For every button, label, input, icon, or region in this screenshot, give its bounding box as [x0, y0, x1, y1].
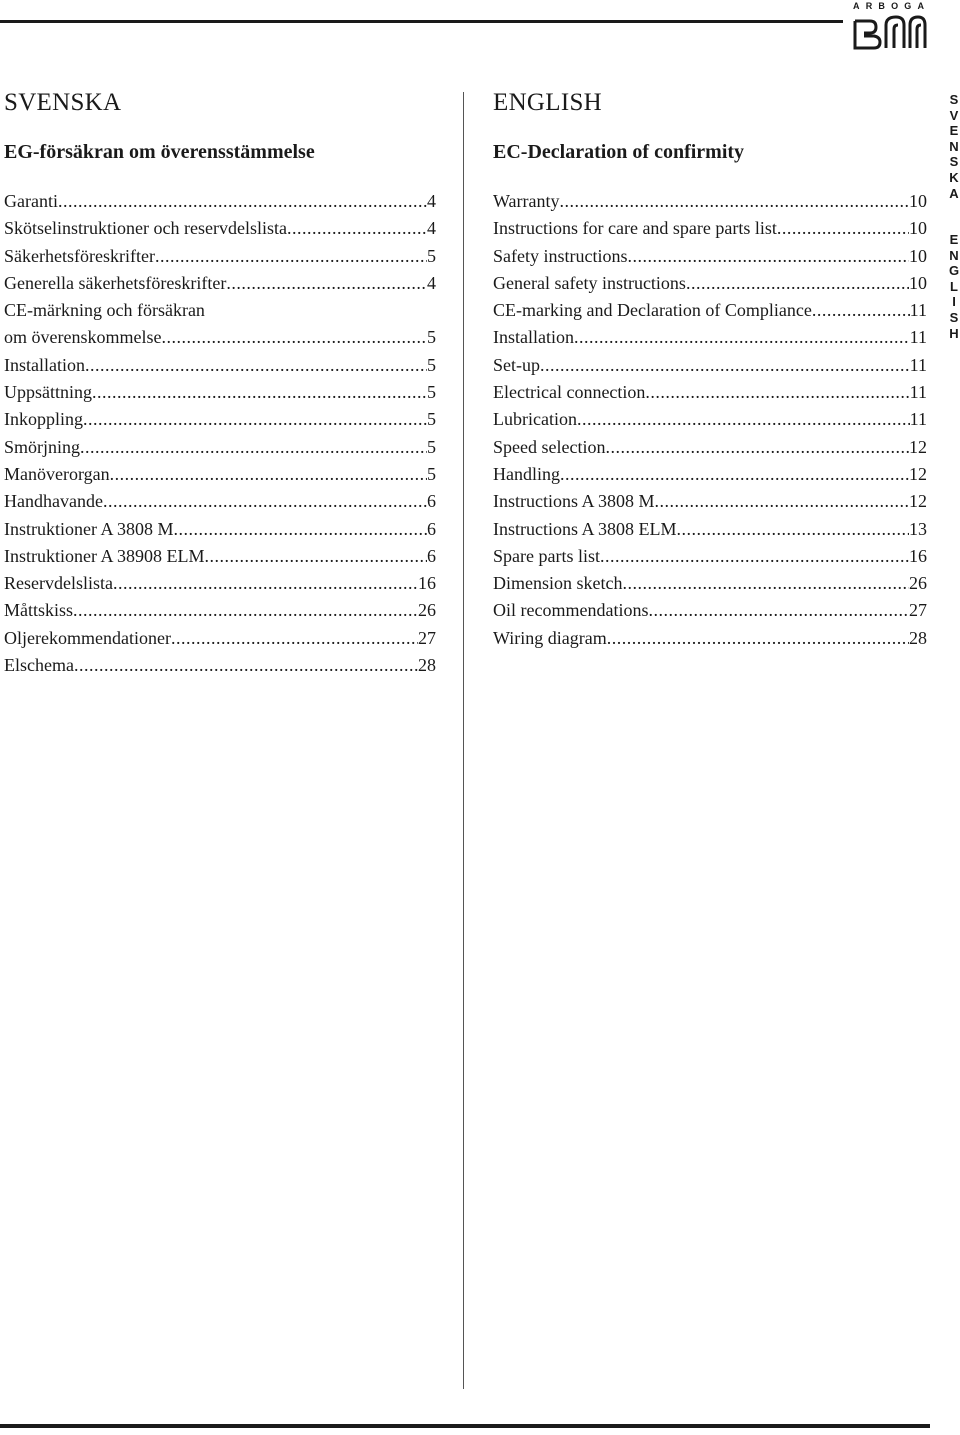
toc-entry-title: Måttskiss [4, 600, 74, 621]
toc-leader-dots [627, 243, 909, 270]
toc-entry-page: 11 [909, 409, 927, 430]
toc-leader-dots [540, 352, 910, 379]
toc-leader-dots [205, 543, 428, 570]
toc-entry-page: 5 [427, 436, 436, 457]
toc-entry [493, 543, 927, 570]
toc-entry [4, 406, 436, 433]
toc-entry-title: Set-up [493, 354, 540, 375]
toc-entry-page: 12 [909, 491, 927, 512]
toc-entry-title: Dimension sketch [493, 573, 623, 594]
toc-entry-page: 28 [418, 655, 436, 676]
language-title-english: ENGLISH [493, 89, 603, 116]
toc-entry-page: 5 [427, 354, 436, 375]
toc-entry-page: 11 [909, 382, 927, 403]
toc-leader-dots [226, 270, 427, 297]
toc-entry-page: 13 [909, 518, 927, 539]
toc-entry [493, 488, 927, 515]
toc-entry [4, 516, 436, 543]
toc-entry [4, 543, 436, 570]
toc-entry-page: 27 [418, 627, 436, 648]
toc-entry-page: 10 [909, 191, 927, 211]
toc-leader-dots [161, 324, 427, 351]
toc-entry-title: Elschema [4, 655, 74, 676]
toc-entry [493, 461, 927, 488]
toc-entry [4, 461, 436, 488]
toc-entry-title: Inkoppling [4, 409, 83, 430]
toc-entry-page: 26 [418, 600, 436, 621]
toc-entry [4, 188, 436, 215]
toc-entry-title: Instruktioner A 3808 M [4, 518, 174, 539]
toc-leader-dots [155, 243, 427, 270]
toc-leader-dots [605, 434, 909, 461]
toc-entry-title: Skötselinstruktioner och reservdelslista [4, 218, 287, 239]
side-tab-svenska [944, 92, 960, 201]
side-tab-letter: S [949, 92, 959, 107]
toc-leader-dots [812, 297, 910, 324]
toc-entry-page: 11 [909, 354, 927, 375]
toc-leader-dots [92, 379, 427, 406]
toc-entry-page: 26 [909, 573, 927, 594]
toc-entry [4, 270, 436, 297]
toc-entry-title: CE-märkning och försäkran [4, 300, 205, 321]
toc-entry-title: Installation [493, 327, 574, 348]
toc-entry [493, 324, 927, 351]
side-tab-letter: K [949, 169, 959, 185]
toc-entry-title: Uppsättning [4, 382, 92, 403]
toc-entry-title: Garanti [4, 191, 58, 211]
toc-leader-dots [174, 516, 428, 543]
side-tab-letter: N [949, 247, 959, 263]
toc-entry-title: Manöverorgan [4, 463, 110, 484]
toc-entry-title: Spare parts list [493, 545, 600, 566]
side-tab-letter: E [949, 232, 959, 247]
toc-leader-dots [560, 461, 909, 488]
toc-entry [493, 434, 927, 461]
toc-leader-dots [110, 461, 427, 488]
toc-entry-page: 5 [427, 409, 436, 430]
logo-wordmark: ARBOGA [853, 1, 931, 11]
toc-entry-page: 5 [427, 382, 436, 403]
toc-entry-page: 16 [418, 573, 436, 594]
toc-entry-page: 5 [427, 245, 436, 266]
toc-entry-title: om överenskommelse [4, 327, 162, 348]
toc-entry-title: Electrical connection [493, 382, 646, 403]
toc-leader-dots [171, 625, 418, 652]
toc-leader-dots [73, 597, 418, 624]
toc-entry-title: Instructions A 3808 M [493, 491, 655, 512]
toc-entry-title: Oil recommendations [493, 600, 649, 621]
section-title-english: EC-Declaration of confirmity [493, 141, 745, 163]
toc-entry-page: 4 [427, 272, 436, 293]
toc-entry-title: CE-marking and Declaration of Compliance [493, 300, 812, 321]
toc-entry-title: Warranty [493, 191, 560, 211]
toc-entry-page: 11 [909, 300, 927, 321]
svenska-column [4, 88, 436, 679]
toc-leader-dots [85, 352, 427, 379]
side-tab-letter: G [948, 263, 960, 279]
toc-entry-page: 6 [427, 545, 436, 566]
bottom-rule [0, 1424, 930, 1428]
side-tab-letter: H [949, 325, 959, 341]
arboga-logo-icon [852, 13, 928, 51]
english-column [493, 88, 927, 652]
toc-entry-title: Handling [493, 463, 560, 484]
toc-entry-page: 16 [909, 545, 927, 566]
toc-leader-dots [74, 652, 418, 679]
toc-svenska [4, 188, 436, 679]
top-rule [0, 20, 843, 23]
toc-entry-page: 4 [427, 218, 436, 239]
toc-entry-title: Reservdelslista [4, 573, 113, 594]
toc-leader-dots [607, 625, 909, 652]
toc-entry [493, 243, 927, 270]
toc-entry-title: Instruktioner A 38908 ELM [4, 545, 205, 566]
side-tab-letter: A [949, 185, 959, 201]
toc-entry [4, 215, 436, 242]
toc-leader-dots [58, 188, 427, 215]
toc-entry-title: Oljerekommendationer [4, 627, 171, 648]
toc-leader-dots [83, 406, 427, 433]
toc-entry [493, 188, 927, 215]
toc-entry-page: 11 [909, 327, 927, 348]
toc-entry [4, 597, 436, 624]
toc-leader-dots [103, 488, 427, 515]
side-tab-letter: L [950, 278, 958, 294]
toc-entry-page: 10 [909, 218, 927, 239]
section-title-svenska: EG-försäkran om överensstämmelse [4, 141, 315, 163]
toc-entry [493, 297, 927, 324]
side-tab-letter: I [952, 294, 956, 310]
toc-entry-title: Generella säkerhetsföreskrifter [4, 272, 227, 293]
toc-entry-page: 6 [427, 518, 436, 539]
toc-leader-dots [574, 324, 910, 351]
toc-leader-dots [648, 597, 909, 624]
toc-leader-dots [113, 570, 418, 597]
toc-entry-page: 12 [909, 436, 927, 457]
side-tab-letter: S [949, 154, 959, 170]
toc-entry-title: Wiring diagram [493, 627, 607, 648]
toc-entry [493, 625, 927, 652]
toc-leader-dots [80, 434, 427, 461]
toc-entry-title: Lubrication [493, 409, 577, 430]
toc-entry [4, 352, 436, 379]
toc-entry [493, 215, 927, 242]
toc-entry-page: 10 [909, 272, 927, 293]
toc-entry [4, 297, 436, 324]
toc-entry-title: Säkerhetsföreskrifter [4, 245, 155, 266]
toc-entry [4, 434, 436, 461]
toc-leader-dots [560, 188, 909, 215]
toc-entry-page: 27 [909, 600, 927, 621]
toc-entry [4, 243, 436, 270]
toc-entry [4, 488, 436, 515]
toc-entry-title: Handhavande [4, 491, 103, 512]
side-tab-letter: S [949, 309, 959, 325]
toc-leader-dots [655, 488, 909, 515]
toc-entry-page: 12 [909, 463, 927, 484]
toc-english [493, 188, 927, 652]
side-tab-letter: E [949, 123, 959, 139]
toc-entry [4, 324, 436, 351]
side-tab-letter: N [949, 138, 959, 154]
toc-entry-page: 28 [909, 627, 927, 648]
toc-entry-title: Instructions for care and spare parts list [493, 218, 777, 239]
arboga-logo [848, 0, 930, 52]
toc-entry-page: 10 [909, 245, 927, 266]
toc-entry-page: 6 [427, 491, 436, 512]
toc-entry [493, 597, 927, 624]
toc-leader-dots [622, 570, 909, 597]
toc-entry-title: Safety instructions [493, 245, 628, 266]
column-divider [463, 92, 464, 1389]
toc-leader-dots [577, 406, 910, 433]
toc-leader-dots [686, 270, 909, 297]
toc-entry [493, 516, 927, 543]
toc-entry [493, 406, 927, 433]
toc-leader-dots [645, 379, 909, 406]
toc-entry-title: General safety instructions [493, 272, 686, 293]
toc-leader-dots [777, 215, 909, 242]
toc-entry [4, 379, 436, 406]
toc-entry-title: Installation [4, 354, 85, 375]
side-tab-letter: V [949, 107, 959, 123]
toc-entry-page: 5 [427, 327, 436, 348]
toc-entry [4, 570, 436, 597]
side-tab-english [944, 232, 960, 341]
toc-leader-dots [677, 516, 910, 543]
toc-entry [493, 379, 927, 406]
toc-entry-page: 4 [427, 191, 436, 211]
toc-entry-title: Speed selection [493, 436, 606, 457]
toc-leader-dots [287, 215, 427, 242]
toc-entry-title: Instructions A 3808 ELM [493, 518, 677, 539]
toc-entry [4, 652, 436, 679]
language-title-svenska: SVENSKA [4, 89, 122, 116]
toc-entry [493, 570, 927, 597]
toc-leader-dots [600, 543, 909, 570]
toc-entry-title: Smörjning [4, 436, 81, 457]
toc-entry [4, 625, 436, 652]
toc-entry [493, 270, 927, 297]
toc-entry [493, 352, 927, 379]
toc-entry-page: 5 [427, 463, 436, 484]
